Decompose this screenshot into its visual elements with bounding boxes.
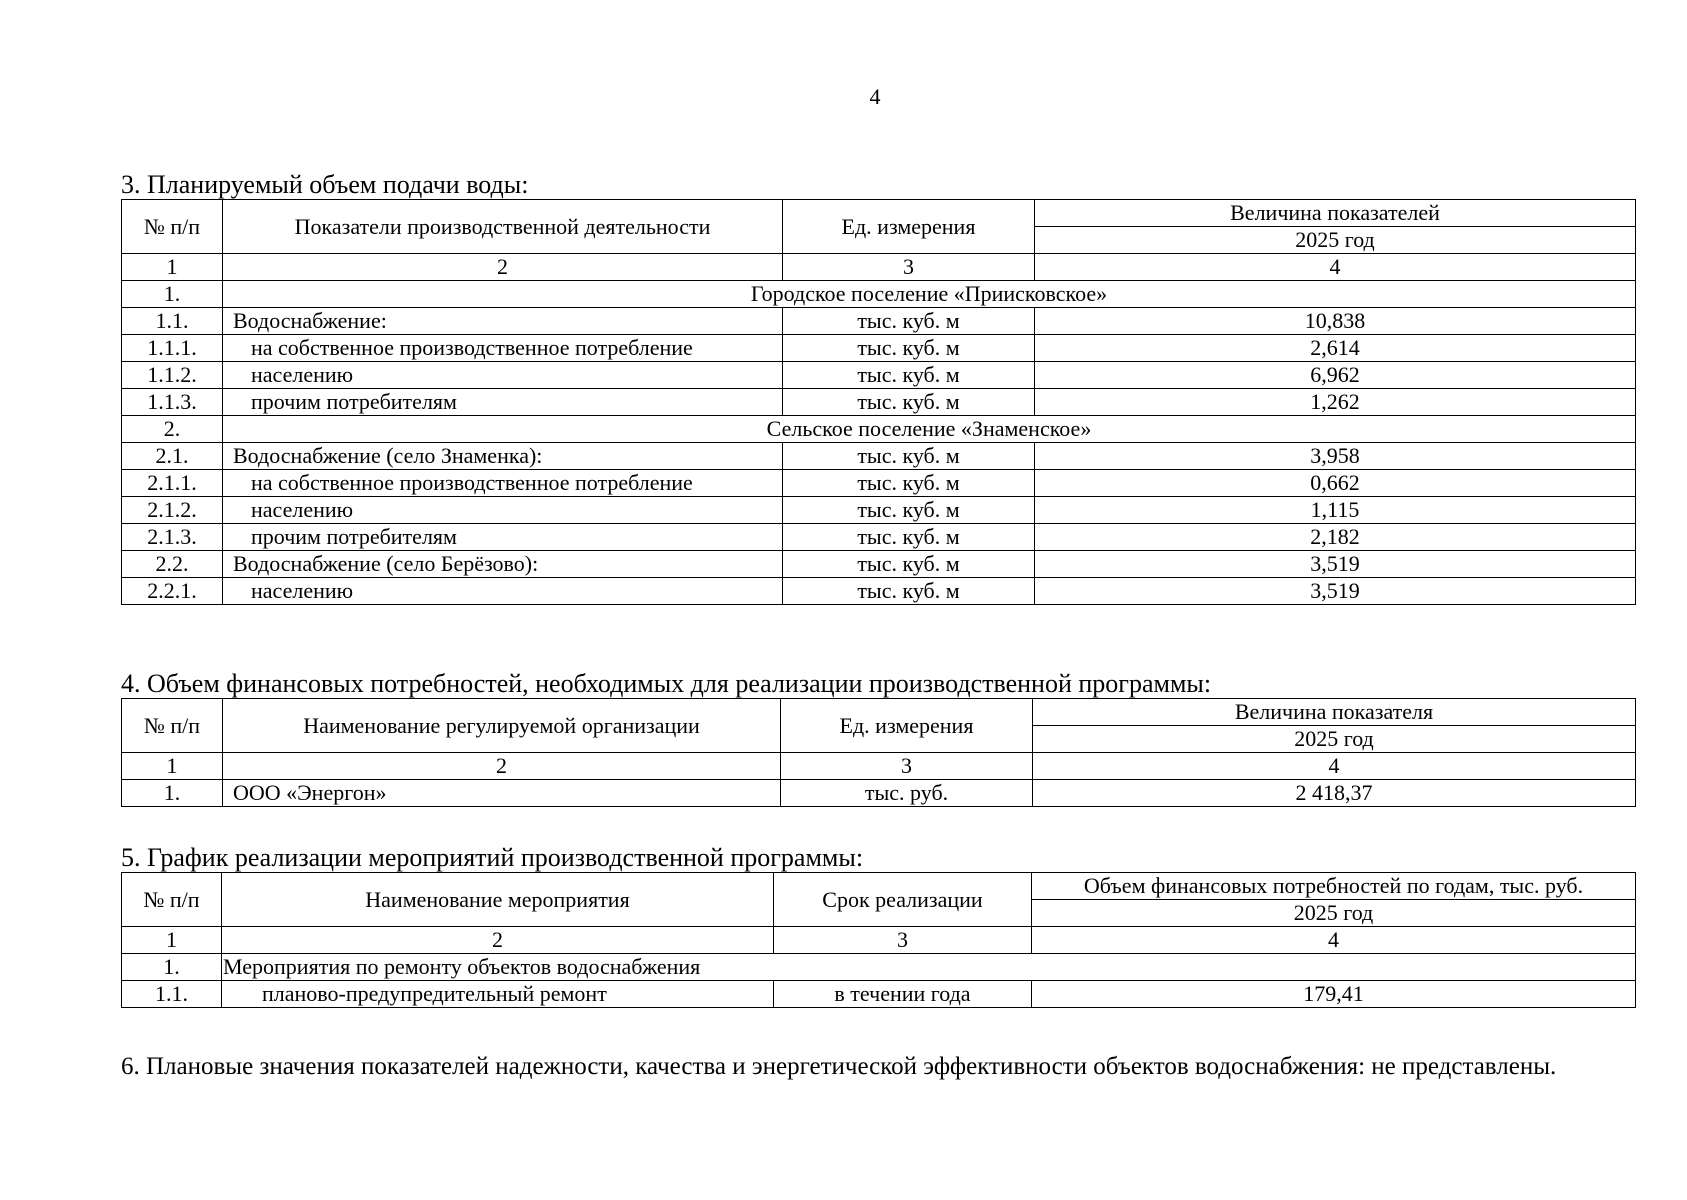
row-name: прочим потребителям — [223, 389, 783, 416]
header-value-group: Величина показателя — [1033, 699, 1636, 726]
col-number: 4 — [1033, 753, 1636, 780]
row-num: 1.1.2. — [122, 362, 223, 389]
row-name: Водоснабжение: — [223, 308, 783, 335]
table-row — [122, 780, 1636, 807]
table-row — [122, 524, 1636, 551]
schedule-table — [121, 872, 1636, 1008]
col-number: 4 — [1032, 927, 1636, 954]
row-num: 1.1. — [122, 308, 223, 335]
row-value: 179,41 — [1032, 981, 1636, 1008]
col-number: 2 — [223, 753, 781, 780]
row-value: 3,519 — [1035, 551, 1636, 578]
row-value: 10,838 — [1035, 308, 1636, 335]
group-name: Мероприятия по ремонту объектов водоснабжения — [222, 954, 1636, 981]
row-term: в течении года — [774, 981, 1032, 1008]
group-name: Городское поселение «Приисковское» — [223, 281, 1636, 308]
section-6-text: 6. Плановые значения показателей надежности, качества и энергетической эффективности объектов водоснабжения: не представлены. — [121, 1053, 1557, 1080]
header-num: № п/п — [122, 873, 222, 927]
row-unit: тыс. куб. м — [783, 389, 1035, 416]
row-unit: тыс. куб. м — [783, 497, 1035, 524]
header-year: 2025 год — [1032, 900, 1636, 927]
table-row — [122, 497, 1636, 524]
group-row — [122, 416, 1636, 443]
section-4 — [121, 670, 1635, 807]
header-unit: Ед. измерения — [783, 200, 1035, 254]
group-row — [122, 281, 1636, 308]
row-value: 1,262 — [1035, 389, 1636, 416]
section-3-title: 3. Планируемый объем подачи воды: — [121, 170, 529, 199]
row-num: 2.1.3. — [122, 524, 223, 551]
row-unit: тыс. куб. м — [783, 578, 1035, 605]
table-row — [122, 335, 1636, 362]
row-unit: тыс. куб. м — [783, 443, 1035, 470]
row-num: 1.1.1. — [122, 335, 223, 362]
row-num: 1.1.3. — [122, 389, 223, 416]
row-num: 2.1.1. — [122, 470, 223, 497]
header-org: Наименование регулируемой организации — [223, 699, 781, 753]
row-name: прочим потребителям — [223, 524, 783, 551]
row-unit: тыс. куб. м — [783, 524, 1035, 551]
group-num: 1. — [122, 281, 223, 308]
row-value: 0,662 — [1035, 470, 1636, 497]
header-num: № п/п — [122, 699, 223, 753]
section-5-title: 5. График реализации мероприятий производственной программы: — [121, 843, 864, 872]
col-number: 3 — [783, 254, 1035, 281]
row-value: 2 418,37 — [1033, 780, 1636, 807]
row-value: 2,614 — [1035, 335, 1636, 362]
header-value-group: Объем финансовых потребностей по годам, тыс. руб. — [1032, 873, 1636, 900]
row-name: населению — [223, 578, 783, 605]
row-num: 2.1.2. — [122, 497, 223, 524]
column-numbers-row — [122, 254, 1636, 281]
col-number: 3 — [781, 753, 1033, 780]
row-value: 1,115 — [1035, 497, 1636, 524]
table-row — [122, 362, 1636, 389]
group-num: 2. — [122, 416, 223, 443]
header-term: Срок реализации — [774, 873, 1032, 927]
row-name: на собственное производственное потребление — [223, 470, 783, 497]
group-num: 1. — [122, 954, 222, 981]
row-num: 1. — [122, 780, 223, 807]
group-row — [122, 954, 1636, 981]
page-number: 4 — [869, 84, 881, 109]
row-name: на собственное производственное потребление — [223, 335, 783, 362]
table-row — [122, 308, 1636, 335]
col-number: 4 — [1035, 254, 1636, 281]
row-value: 3,958 — [1035, 443, 1636, 470]
section-4-title: 4. Объем финансовых потребностей, необходимых для реализации производственной программы: — [121, 669, 1212, 698]
row-value: 3,519 — [1035, 578, 1636, 605]
col-number: 1 — [122, 254, 223, 281]
table-row — [122, 551, 1636, 578]
table-row — [122, 981, 1636, 1008]
row-value: 2,182 — [1035, 524, 1636, 551]
table-row — [122, 470, 1636, 497]
column-numbers-row — [122, 927, 1636, 954]
section-3 — [121, 171, 1635, 605]
row-num: 2.2. — [122, 551, 223, 578]
header-year: 2025 год — [1035, 227, 1636, 254]
table-row — [122, 389, 1636, 416]
header-num: № п/п — [122, 200, 223, 254]
col-number: 1 — [122, 753, 223, 780]
header-event: Наименование мероприятия — [222, 873, 774, 927]
row-name: Водоснабжение (село Знаменка): — [223, 443, 783, 470]
row-unit: тыс. руб. — [781, 780, 1033, 807]
header-indicator: Показатели производственной деятельности — [223, 200, 783, 254]
row-unit: тыс. куб. м — [783, 470, 1035, 497]
row-name: Водоснабжение (село Берёзово): — [223, 551, 783, 578]
table-row — [122, 578, 1636, 605]
header-year: 2025 год — [1033, 726, 1636, 753]
financial-needs-table — [121, 698, 1636, 807]
column-numbers-row — [122, 753, 1636, 780]
row-unit: тыс. куб. м — [783, 308, 1035, 335]
row-unit: тыс. куб. м — [783, 551, 1035, 578]
row-unit: тыс. куб. м — [783, 335, 1035, 362]
header-unit: Ед. измерения — [781, 699, 1033, 753]
col-number: 3 — [774, 927, 1032, 954]
water-supply-table — [121, 199, 1636, 605]
col-number: 2 — [223, 254, 783, 281]
col-number: 2 — [222, 927, 774, 954]
row-num: 1.1. — [122, 981, 222, 1008]
group-name: Сельское поселение «Знаменское» — [223, 416, 1636, 443]
col-number: 1 — [122, 927, 222, 954]
row-unit: тыс. куб. м — [783, 362, 1035, 389]
row-name: планово-предупредительный ремонт — [222, 981, 774, 1008]
row-value: 6,962 — [1035, 362, 1636, 389]
row-name: населению — [223, 497, 783, 524]
header-value-group: Величина показателей — [1035, 200, 1636, 227]
row-name: ООО «Энергон» — [223, 780, 781, 807]
row-num: 2.1. — [122, 443, 223, 470]
table-row — [122, 443, 1636, 470]
section-5 — [121, 844, 1635, 1008]
row-name: населению — [223, 362, 783, 389]
row-num: 2.2.1. — [122, 578, 223, 605]
